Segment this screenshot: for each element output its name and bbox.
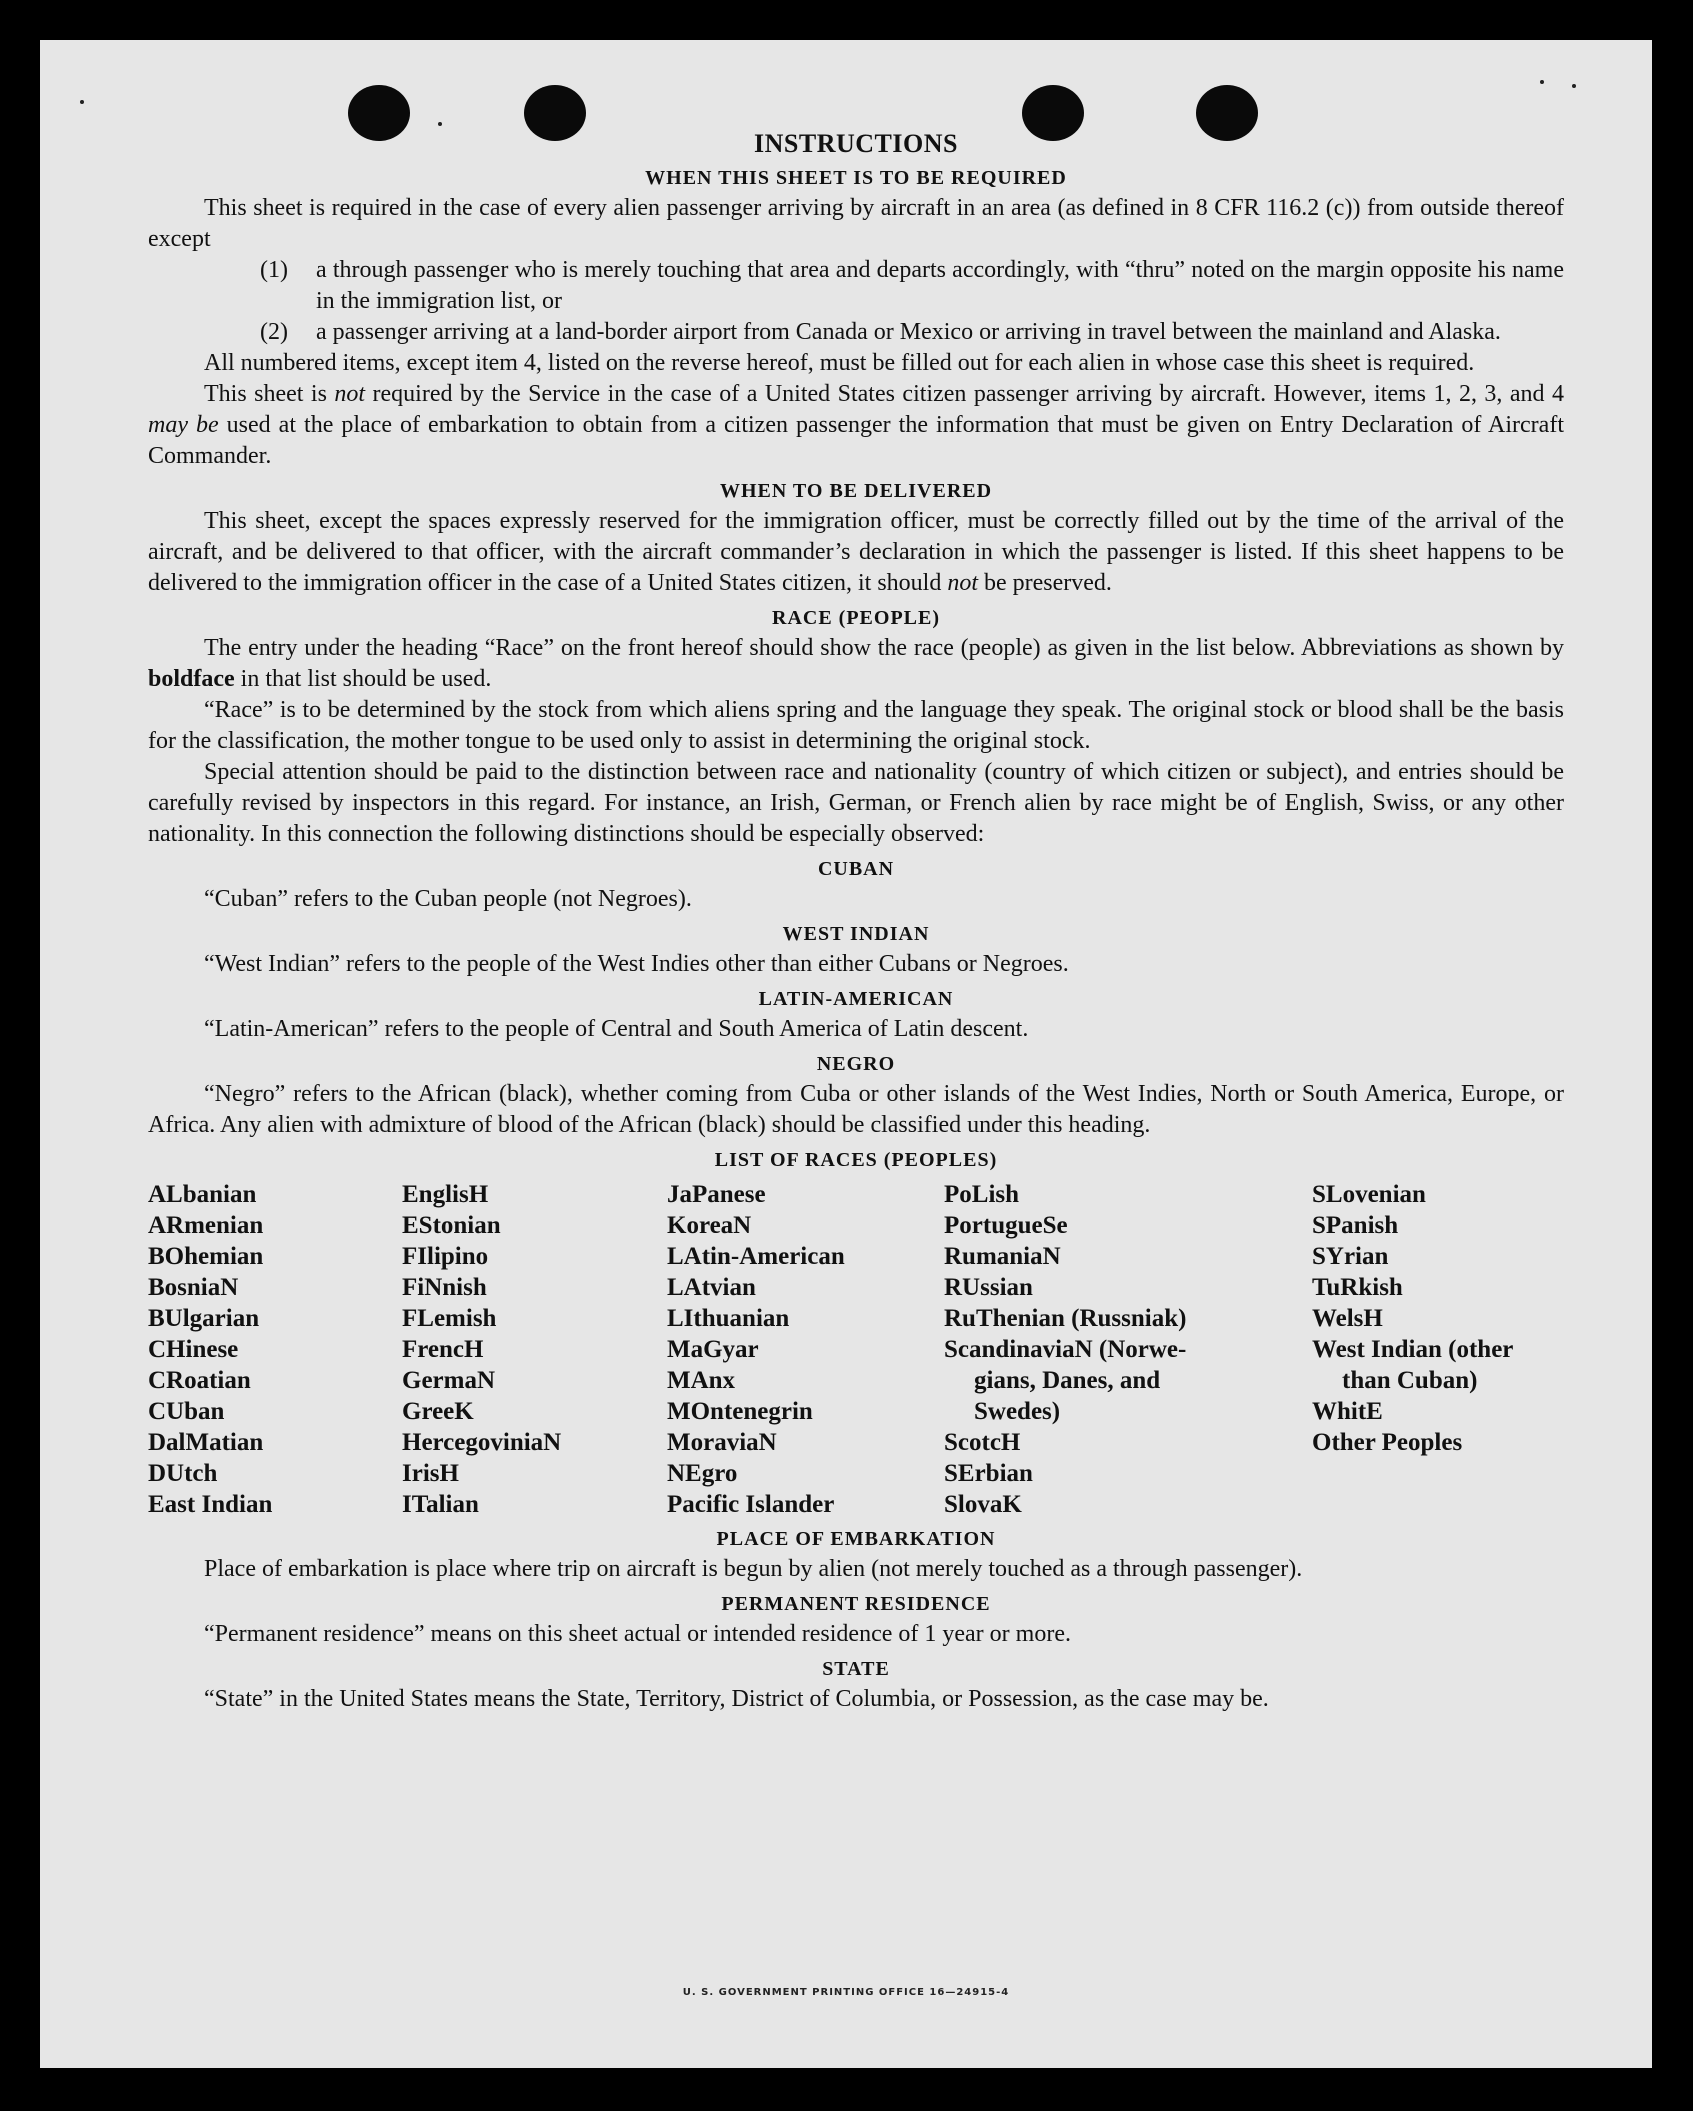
race-entry: LIthuanian [667,1305,790,1332]
race-entry: MOntenegrin [667,1398,813,1425]
heading-residence: PERMANENT RESIDENCE [721,1593,991,1615]
speck [80,100,84,104]
race-entry-continued: Swedes) [974,1398,1061,1425]
heading-when-required: WHEN THIS SHEET IS TO BE REQUIRED [645,167,1067,189]
race-entry: PoLish [944,1181,1020,1208]
race-entry: RuThenian (Russniak) [944,1305,1187,1332]
printer-imprint: U. S. GOVERNMENT PRINTING OFFICE 16—24915-4 [682,1987,1010,1998]
race-entry: SYrian [1312,1243,1389,1270]
race-entry: ITalian [402,1491,479,1518]
item-text: a through passenger who is merely touching that area and departs accordingly, with “thru” noted on the margin opposite his name in the immigration list, or [316,257,1564,314]
exception-item [260,255,1564,317]
race-entry: SlovaK [944,1491,1022,1518]
heading-west-indian: WEST INDIAN [782,923,930,945]
race-entry: MoraviaN [667,1429,777,1456]
race-column [148,1179,402,1520]
page-title: INSTRUCTIONS [754,129,958,158]
race-entry: MaGyar [667,1336,759,1363]
heading-embarkation: PLACE OF EMBARKATION [716,1528,996,1550]
exception-item [260,317,1564,348]
race-column [1312,1179,1564,1520]
race-entry: FrencH [402,1336,484,1363]
race-column [944,1179,1312,1520]
race-column [402,1179,667,1520]
document-page [40,40,1652,2068]
race-entry-continued: gians, Danes, and [974,1367,1161,1394]
speck [1572,84,1576,88]
race-entry: JaPanese [667,1181,766,1208]
heading-list-of-races: LIST OF RACES (PEOPLES) [714,1149,998,1171]
race-entry-continued: than Cuban) [1342,1367,1478,1394]
race-entry: ARmenian [148,1212,264,1239]
heading-latin-american: LATIN-AMERICAN [758,988,954,1010]
race-list [148,1179,1564,1520]
heading-race: RACE (PEOPLE) [772,607,940,629]
para-west-indian: “West Indian” refers to the people of the West Indies other than either Cubans or Negroes. [204,951,1069,977]
race-entry: East Indian [148,1491,273,1518]
race-entry: NEgro [667,1460,738,1487]
race-entry: WhitE [1312,1398,1383,1425]
para-race-nationality: Special attention should be paid to the distinction between race and nationality (country of which citizen or subject), and entries should be carefully revised by inspectors in this regard. For instance, an Irish, German, or French alien by race might be of English, Swiss, or any other nationality. In this connection the following distinctions should be especially observed: [148,759,1564,847]
race-entry: DalMatian [148,1429,264,1456]
race-entry: CRoatian [148,1367,251,1394]
para-race-entry: The entry under the heading “Race” on the front hereof should show the race (people) as given in the list below. Abbreviations as shown by boldface in that list should be used. [148,635,1564,692]
race-entry: SLovenian [1312,1181,1426,1208]
speck [1540,80,1544,84]
para-state: “State” in the United States means the State, Territory, District of Columbia, or Possession, as the case may be. [204,1686,1269,1712]
race-entry: Other Peoples [1312,1429,1463,1456]
heading-negro: NEGRO [816,1053,896,1075]
race-entry: SPanish [1312,1212,1399,1239]
race-entry: LAtin-American [667,1243,845,1270]
race-entry: PortugueSe [944,1212,1068,1239]
para-delivered: This sheet, except the spaces expressly reserved for the immigration officer, must be correctly filled out by the time of the arrival of the aircraft, and be delivered to that officer, with the aircraft commander’s declaration in which the passenger is listed. If this sheet happens to be delivered to the immigration officer in the case of a United States citizen, it should not be preserved. [148,508,1564,596]
race-entry: DUtch [148,1460,218,1487]
para-latin-american: “Latin-American” refers to the people of Central and South America of Latin descent. [204,1016,1029,1042]
para-numbered-items: All numbered items, except item 4, listed on the reverse hereof, must be filled out for each alien in whose case this sheet is required. [204,350,1475,376]
para-citizen: This sheet is not required by the Service in the case of a United States citizen passenger arriving by aircraft. However, items 1, 2, 3, and 4 may be used at the place of embarkation to obtain from a citizen passenger the information that must be given on Entry Declaration of Aircraft Commander. [148,381,1564,469]
race-entry: BOhemian [148,1243,264,1270]
race-entry: KoreaN [667,1212,752,1239]
race-entry: EnglisH [402,1181,489,1208]
race-entry: FIlipino [402,1243,489,1270]
race-entry: GreeK [402,1398,474,1425]
instructions-body [148,128,1564,1715]
para-residence: “Permanent residence” means on this sheet actual or intended residence of 1 year or more. [204,1621,1071,1647]
item-text: a passenger arriving at a land-border airport from Canada or Mexico or arriving in travel between the mainland and Alaska. [316,319,1501,345]
speck [438,122,442,126]
item-number: (1) [260,257,288,283]
race-entry: SErbian [944,1460,1033,1487]
race-entry: MAnx [667,1367,736,1394]
race-entry: ScotcH [944,1429,1021,1456]
para-embarkation: Place of embarkation is place where trip on aircraft is begun by alien (not merely touched as a through passenger). [204,1556,1303,1582]
race-entry: CHinese [148,1336,239,1363]
race-entry: RUssian [944,1274,1033,1301]
race-entry: RumaniaN [944,1243,1061,1270]
heading-cuban: CUBAN [817,858,895,880]
heading-state: STATE [822,1658,890,1680]
heading-when-delivered: WHEN TO BE DELIVERED [719,480,993,502]
race-entry: West Indian (other [1312,1336,1514,1363]
race-entry: ScandinaviaN (Norwe- [944,1336,1187,1363]
race-entry: WelsH [1312,1305,1383,1332]
race-entry: Pacific Islander [667,1491,835,1518]
race-entry: LAtvian [667,1274,756,1301]
race-entry: BosniaN [148,1274,239,1301]
race-entry: TuRkish [1312,1274,1403,1301]
para-negro: “Negro” refers to the African (black), whether coming from Cuba or other islands of the West Indies, North or South America, Europe, or Africa. Any alien with admixture of blood of the African (black) should be classified under this heading. [148,1081,1564,1138]
para-cuban: “Cuban” refers to the Cuban people (not Negroes). [204,886,692,912]
race-entry: HercegoviniaN [402,1429,562,1456]
race-entry: CUban [148,1398,225,1425]
item-number: (2) [260,319,288,345]
race-entry: FiNnish [402,1274,487,1301]
race-entry: IrisH [402,1460,459,1487]
race-entry: GermaN [402,1367,496,1394]
para-race-stock: “Race” is to be determined by the stock from which aliens spring and the language they speak. The original stock or blood shall be the basis for the classification, the mother tongue to be used only to assist in determining the original stock. [148,697,1564,754]
race-entry: EStonian [402,1212,501,1239]
para-required-intro: This sheet is required in the case of every alien passenger arriving by aircraft in an area (as defined in 8 CFR 116.2 (c)) from outside thereof except [148,195,1564,252]
race-entry: FLemish [402,1305,497,1332]
race-column [667,1179,944,1520]
race-entry: ALbanian [148,1181,257,1208]
race-entry: BUlgarian [148,1305,260,1332]
